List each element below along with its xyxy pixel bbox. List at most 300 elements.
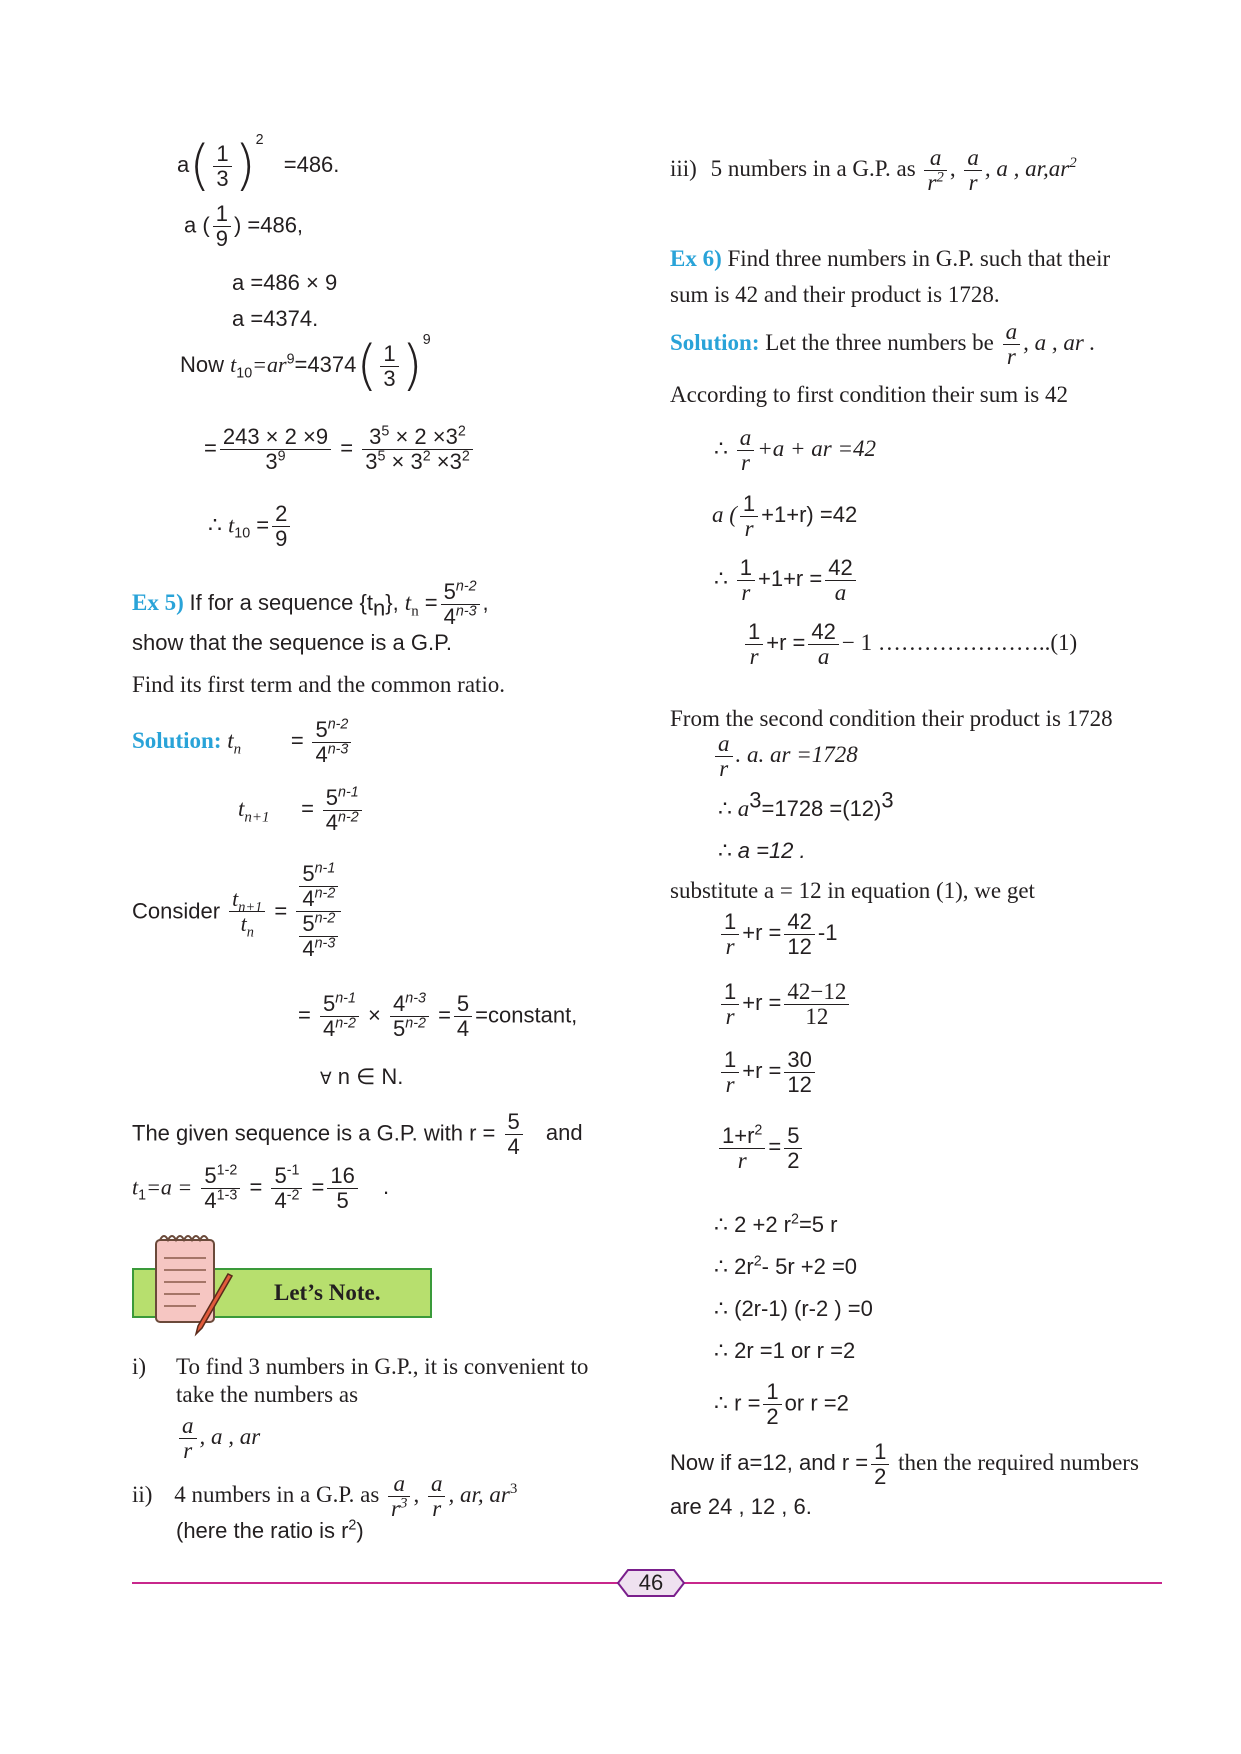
eq-text: ,: [482, 589, 489, 615]
exponent: n-1: [335, 990, 356, 1007]
numerator: [201, 1164, 240, 1189]
denominator: r: [741, 580, 751, 605]
base: 4: [443, 604, 456, 629]
eq-text: -1: [817, 919, 838, 945]
numerator: a: [1003, 320, 1021, 345]
numerator: [296, 862, 341, 912]
eq-text: =: [298, 1002, 311, 1028]
note-text: To find 3 numbers in G.P., it is convenient to: [176, 1354, 589, 1379]
numerator: 30: [784, 1048, 814, 1073]
denominator: r: [741, 450, 750, 475]
eq-text: .: [383, 1174, 390, 1200]
base: 4: [322, 1016, 336, 1041]
fraction: [964, 146, 982, 195]
numerator: 1: [871, 1440, 889, 1465]
given-sequence: [132, 1110, 583, 1159]
eq-text: =: [311, 1174, 325, 1200]
numerator: [299, 862, 338, 887]
equation-t10: [180, 332, 431, 398]
subscript: 1: [138, 1187, 147, 1204]
eq-text: =: [340, 435, 354, 461]
numerator: 1: [213, 202, 231, 227]
eq-text: - 5r +2 =0: [761, 1254, 858, 1279]
base: 3: [369, 424, 382, 449]
note-iii: [670, 146, 1077, 195]
numerator: 1: [380, 342, 398, 367]
numerator: 2: [272, 502, 290, 527]
paren-close: ): [401, 334, 423, 398]
ex6-text: Find three numbers in G.P. such that their: [727, 246, 1111, 271]
fraction: [825, 556, 855, 605]
exponent: 5: [377, 448, 386, 465]
numerator: 1: [213, 142, 231, 167]
subscript: n: [372, 595, 386, 621]
denominator: r: [968, 170, 978, 195]
exponent: 5: [381, 423, 390, 440]
base: × 2 ×3: [389, 424, 458, 449]
base: 3: [365, 449, 378, 474]
fraction: [213, 202, 231, 251]
note-text: 5 numbers in a G.P. as: [710, 155, 916, 181]
eq-1-over-r-1: [714, 556, 859, 605]
fraction: [924, 146, 946, 195]
paren-open: (: [356, 334, 378, 398]
exponent: 2: [457, 423, 466, 440]
eq-text: =ar: [252, 352, 287, 377]
eq-a-factor: [712, 492, 857, 541]
forall-n: [320, 1062, 403, 1094]
numerator: 1: [763, 1380, 781, 1405]
numerator: [323, 786, 362, 811]
eq-text: a =12 .: [737, 838, 806, 863]
eq-text: − 1 …………………..(1): [841, 629, 1078, 655]
exponent: 2: [461, 448, 470, 465]
eq-text: =486.: [283, 152, 340, 177]
eq-roots: [714, 1336, 855, 1366]
denominator: r: [719, 756, 729, 781]
exponent: n-2: [314, 885, 336, 902]
numerator: 1: [721, 910, 739, 935]
equation-a-4374: a =4374.: [232, 306, 319, 331]
numerator: a: [924, 146, 946, 171]
numerator: 5: [454, 992, 472, 1017]
eq-text: Now if a=12, and r =: [670, 1449, 869, 1475]
subscript: n+1: [244, 809, 270, 826]
solution-label: Solution:: [670, 329, 760, 355]
eq-text: =constant,: [475, 1002, 578, 1028]
note-i-expr: [176, 1414, 260, 1463]
list-number: i): [132, 1354, 147, 1379]
eq-text: t: [228, 512, 235, 538]
note-ii: [132, 1472, 517, 1521]
therefore-symbol: ∴: [714, 1338, 728, 1363]
eq-sub-3: [718, 1048, 818, 1097]
denominator: r: [432, 1496, 442, 1521]
eq-text: . a. ar =1728: [735, 741, 858, 767]
eq-text: The given sequence is a G.P. with r =: [132, 1120, 496, 1146]
eq-text: +1+r =: [758, 565, 823, 591]
eq-text: a (: [712, 501, 737, 527]
eq-sub-4: [716, 1124, 805, 1173]
therefore-symbol: ∴: [714, 1254, 728, 1279]
base: 1+r: [722, 1123, 755, 1148]
denominator: r: [725, 1072, 735, 1097]
numerator: [719, 1124, 765, 1149]
fraction: [784, 1124, 802, 1173]
eq-text: t: [227, 727, 234, 753]
eq-text: ,: [949, 155, 956, 181]
note-text: 4 numbers in a G.P. as: [174, 1481, 380, 1507]
exponent: 2: [348, 1517, 357, 1534]
eq-text: =: [290, 727, 304, 753]
eq-text: , a , ar .: [1023, 329, 1096, 355]
base: 3: [265, 449, 278, 474]
eq-sub-2: [718, 980, 852, 1029]
fraction: [737, 556, 755, 605]
therefore-symbol: ∴: [718, 796, 732, 821]
eq-text: =5 r: [798, 1212, 838, 1237]
eq-text: +r =: [742, 919, 782, 945]
fraction: [201, 1164, 240, 1213]
exponent: n-2: [314, 910, 336, 927]
denominator: [362, 450, 473, 474]
equation-243-fraction: [204, 425, 476, 474]
fraction: [740, 492, 758, 541]
eq-text: =: [438, 1002, 451, 1028]
base: 4: [393, 991, 406, 1016]
equation-t10-result: [208, 502, 293, 551]
fraction: [784, 980, 849, 1029]
eq-r-values: [714, 1380, 849, 1429]
denominator: [924, 171, 946, 195]
numerator: [229, 886, 265, 916]
fraction: [784, 910, 814, 959]
second-condition: From the second condition their product is 1728: [670, 706, 1113, 731]
fraction: [745, 620, 763, 669]
denominator: [299, 937, 338, 961]
equation-a-486-times-9: a =486 × 9: [232, 270, 338, 295]
numerator: 1: [740, 492, 758, 517]
compound-fraction: [296, 862, 341, 961]
subscript: n: [246, 924, 254, 941]
denominator: r: [744, 516, 754, 541]
eq-text: +r =: [766, 629, 806, 655]
denominator: [271, 1189, 302, 1213]
first-term: [132, 1164, 389, 1213]
exponent: -2: [286, 1187, 300, 1204]
numerator: a: [715, 732, 733, 757]
exponent: 3: [881, 787, 894, 813]
note-text: (here the ratio is r: [176, 1518, 349, 1543]
denominator: [229, 911, 265, 941]
eq-text: 2r: [734, 1254, 754, 1279]
denominator: [323, 811, 362, 835]
fraction: [390, 992, 429, 1041]
eq-quadratic-1: [714, 1210, 837, 1240]
eq-text: a: [177, 152, 190, 177]
exponent: n-3: [327, 741, 349, 758]
subscript: 10: [236, 365, 253, 382]
therefore-symbol: ∴: [714, 1296, 728, 1321]
exponent: n-3: [455, 603, 477, 620]
eq-text: ,: [413, 1481, 420, 1507]
exponent: 3: [399, 1495, 408, 1512]
numerator: [441, 580, 480, 605]
denominator: [390, 1017, 429, 1041]
eq-factored: [714, 1294, 873, 1324]
fraction: [715, 732, 733, 781]
fraction: [721, 1048, 739, 1097]
denominator: [441, 605, 480, 629]
ex5-heading: [132, 580, 489, 629]
eq-text: or r =2: [784, 1390, 849, 1416]
eq-1-over-r-2: [742, 620, 1077, 669]
base: ×3: [430, 449, 462, 474]
base: 5: [393, 1016, 406, 1041]
exponent: 3: [509, 1481, 518, 1498]
solution-let: [670, 320, 1095, 369]
numerator: 5: [505, 1110, 523, 1135]
numerator: 1: [745, 620, 763, 645]
eq-text: r =: [734, 1390, 761, 1416]
list-number: ii): [132, 1481, 153, 1507]
exponent: 2: [255, 132, 264, 148]
eq-text: =: [418, 589, 438, 615]
numerator: [390, 992, 429, 1017]
eq-text: =: [204, 435, 217, 461]
denominator: r: [725, 934, 735, 959]
ex6-heading: [670, 244, 1110, 274]
eq-text: +r =: [742, 1057, 782, 1083]
denominator: 3: [216, 165, 229, 191]
eq-text: , ar, ar: [448, 1481, 510, 1507]
lets-note-label: Let’s Note.: [274, 1280, 381, 1305]
exponent: n-1: [338, 784, 359, 801]
eq-sub-1: [718, 910, 837, 959]
exponent: 2: [1069, 155, 1077, 172]
fraction: [454, 992, 472, 1041]
subscript: 10: [234, 525, 251, 542]
fraction: [362, 425, 473, 474]
base: 5: [322, 991, 336, 1016]
ex6-line2: sum is 42 and their product is 1728.: [670, 282, 1000, 307]
fraction: [299, 912, 338, 961]
ratio-product: [298, 992, 577, 1041]
numerator: a: [179, 1414, 197, 1439]
therefore-symbol: ∴: [714, 435, 728, 461]
fraction: [808, 620, 838, 669]
eq-text: =: [301, 795, 315, 821]
exponent: n-2: [455, 578, 477, 595]
eq-text: =: [274, 898, 288, 924]
denominator: 2: [874, 1464, 887, 1489]
solution-tn1: [238, 786, 365, 835]
therefore-symbol: ∴: [208, 512, 222, 538]
base: 4: [315, 742, 328, 767]
eq-text: +r =: [742, 989, 782, 1015]
exponent: 2: [422, 448, 431, 465]
fraction: [737, 426, 755, 475]
note-ii-line2: [176, 1516, 364, 1546]
eq-text: },: [385, 589, 405, 615]
fraction: [763, 1380, 781, 1429]
denominator: [220, 450, 331, 474]
base: 5: [302, 911, 315, 936]
exponent: 9: [286, 351, 295, 368]
numerator: a: [964, 146, 982, 171]
note-text: ): [356, 1518, 364, 1543]
fraction: [272, 502, 290, 551]
eq-a-12: [718, 836, 806, 866]
note-i-line2: take the numbers as: [176, 1382, 359, 1407]
denominator: 4: [456, 1016, 470, 1041]
fraction: [271, 1164, 302, 1213]
exponent: n-1: [314, 860, 336, 877]
exponent: 1-3: [216, 1187, 238, 1204]
numerator: 42−12: [784, 980, 849, 1005]
final-numbers: are 24 , 12 , 6.: [670, 1494, 812, 1519]
subscript: n+1: [238, 899, 263, 916]
eq-text: =: [768, 1133, 782, 1159]
denominator: [299, 887, 338, 911]
numerator: a: [737, 426, 755, 451]
numerator: 42: [784, 910, 814, 935]
example-label: Ex 6): [670, 246, 722, 271]
eq-text: then the required numbers: [898, 1449, 1139, 1475]
fraction: [441, 580, 480, 629]
fraction: [320, 992, 359, 1041]
eq-text: a (: [184, 212, 210, 238]
note-i: [132, 1352, 589, 1382]
base: 5: [325, 785, 339, 810]
numerator: [299, 912, 338, 937]
base: r: [927, 170, 937, 195]
fraction: [327, 1164, 357, 1213]
ex5-line2: show that the sequence is a G.P.: [132, 630, 453, 655]
fraction: [312, 718, 351, 767]
fraction: [380, 342, 398, 391]
eq-text: Now: [180, 352, 225, 377]
fraction: [784, 1048, 814, 1097]
fraction: [871, 1440, 889, 1489]
eq-sum: [714, 426, 876, 475]
eq-a-cubed: [718, 787, 894, 824]
numerator: 5: [784, 1124, 802, 1149]
solution-text: Let the three numbers be: [765, 329, 994, 355]
denominator: 12: [787, 934, 812, 959]
numerator: a: [388, 1472, 410, 1497]
denominator: 9: [215, 226, 228, 251]
fraction: [719, 1124, 765, 1173]
ex5-line3: Find its first term and the common ratio.: [132, 672, 506, 697]
base: 4: [325, 810, 339, 835]
fraction: [505, 1110, 523, 1159]
exponent: 2: [754, 1122, 763, 1139]
numerator: 1: [721, 1048, 739, 1073]
denominator: [201, 1189, 240, 1213]
page-number: 46: [638, 1570, 664, 1595]
final-statement: [670, 1440, 1139, 1489]
exponent: 9: [422, 332, 431, 348]
denominator: [296, 912, 341, 961]
denominator: 12: [787, 1072, 812, 1097]
base: 4: [302, 886, 315, 911]
fraction: [1003, 320, 1021, 369]
exponent: 2: [791, 1211, 799, 1228]
solution-label: Solution:: [132, 727, 222, 753]
denominator: a: [834, 580, 847, 605]
denominator: 12: [805, 1004, 829, 1029]
exponent: n-2: [327, 716, 349, 733]
eq-text: n ∈ N.: [337, 1064, 404, 1089]
numerator: [312, 718, 351, 743]
denominator: 3: [383, 365, 396, 391]
example-label: Ex 5): [132, 589, 184, 615]
eq-text: ) =486,: [233, 212, 304, 238]
eq-text: , a , ar: [199, 1423, 261, 1449]
exponent: 3: [749, 787, 762, 813]
exponent: n-2: [405, 1015, 426, 1032]
fraction: [323, 786, 362, 835]
eq-text: (2r-1) (r-2 ) =0: [734, 1296, 873, 1321]
numerator: 243 × 2 ×9: [220, 425, 331, 450]
forall-symbol: ∀: [320, 1069, 332, 1088]
denominator: r: [1006, 344, 1016, 369]
exponent: 2: [936, 169, 944, 186]
eq-text: +1+r) =42: [761, 501, 858, 527]
denominator: [320, 1017, 359, 1041]
numerator: 42: [808, 620, 838, 645]
exponent: n-2: [335, 1015, 356, 1032]
base: 5: [204, 1163, 217, 1188]
subscript: n: [233, 741, 242, 758]
denominator: 5: [336, 1188, 349, 1213]
eq-text: and: [545, 1120, 583, 1146]
denominator: a: [817, 644, 830, 669]
denominator: [312, 743, 351, 767]
base: t: [232, 886, 239, 911]
fraction: [721, 910, 739, 959]
fraction: [721, 980, 739, 1029]
base: t: [240, 911, 247, 936]
numerator: 1: [721, 980, 739, 1005]
eq-text: If for a sequence {t: [189, 589, 373, 615]
exponent: 2: [753, 1253, 762, 1270]
base: 5: [274, 1163, 287, 1188]
base: × 3: [385, 449, 423, 474]
therefore-symbol: ∴: [714, 565, 728, 591]
denominator: 2: [766, 1404, 779, 1429]
eq-quadratic-2: [714, 1252, 857, 1282]
fraction: [388, 1472, 410, 1521]
eq-text: =: [256, 512, 270, 538]
numerator: a: [428, 1472, 446, 1497]
eq-text: t: [132, 1174, 139, 1200]
equation-a-third-squared: [177, 132, 340, 198]
subscript: n: [411, 603, 419, 620]
exponent: n-3: [314, 935, 336, 952]
exponent: 1-2: [216, 1162, 238, 1179]
fraction: [299, 862, 338, 911]
paren-open: (: [189, 134, 211, 198]
numerator: [271, 1164, 302, 1189]
exponent: n-3: [405, 990, 426, 1007]
denominator: r: [749, 644, 759, 669]
numerator: 42: [825, 556, 855, 581]
base: 4: [302, 936, 315, 961]
exponent: 9: [277, 448, 286, 465]
eq-text: =1728 =(12): [761, 796, 882, 821]
